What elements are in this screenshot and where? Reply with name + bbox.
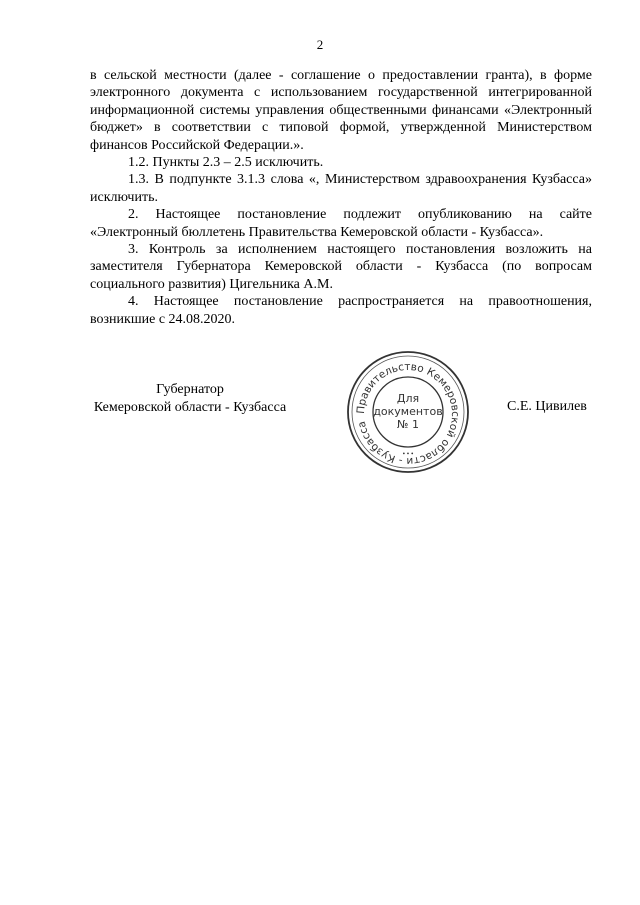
paragraph-4: 4. Настоящее постановление распространяется на правоотношения, возникшие с 24.08.2020. — [90, 294, 592, 327]
page-number: 2 — [316, 37, 324, 52]
signatory-position — [90, 381, 290, 416]
seal-dots: • • • — [402, 450, 414, 458]
seal-center-line3: № 1 — [397, 418, 419, 431]
paragraph-2: 2. Настоящее постановление подлежит опубликованию на сайте «Электронный бюллетень Правительства Кемеровской области - Кузбасса». — [90, 207, 592, 240]
seal-center-line2: документов — [373, 405, 443, 418]
document-body — [90, 67, 592, 328]
signatory-position-line1: Губернатор — [156, 382, 224, 397]
signatory-name: С.Е. Цивилев — [507, 399, 587, 414]
paragraph-1-2: 1.2. Пункты 2.3 – 2.5 исключить. — [128, 155, 324, 171]
paragraph-3: 3. Контроль за исполнением настоящего постановления возложить на заместителя Губернатора Кемеровской области - Кузбасса (по вопросам социального развития) Цигельника А.М. — [90, 242, 592, 292]
seal-ring-text: Правительство Кемеровской области - Кузбасса — [354, 360, 462, 468]
signatory-position-line2: Кемеровской области - Кузбасса — [93, 399, 287, 415]
paragraph-1-3: 1.3. В подпункте 3.1.3 слова «, Министерством здравоохранения Кузбасса» исключить. — [90, 172, 592, 205]
seal-center-line1: Для — [396, 392, 420, 405]
paragraph-continuation: в сельской местности (далее - соглашение о предоставлении гранта), в форме электронного документа с использованием государственной интегрированной информационной системы управления общественными финансами «Электронный бюджет» в соответствии с типовой формой, утвержденной Министерством финансов Российской Федерации.». — [90, 68, 592, 153]
official-seal-stamp — [344, 348, 472, 476]
